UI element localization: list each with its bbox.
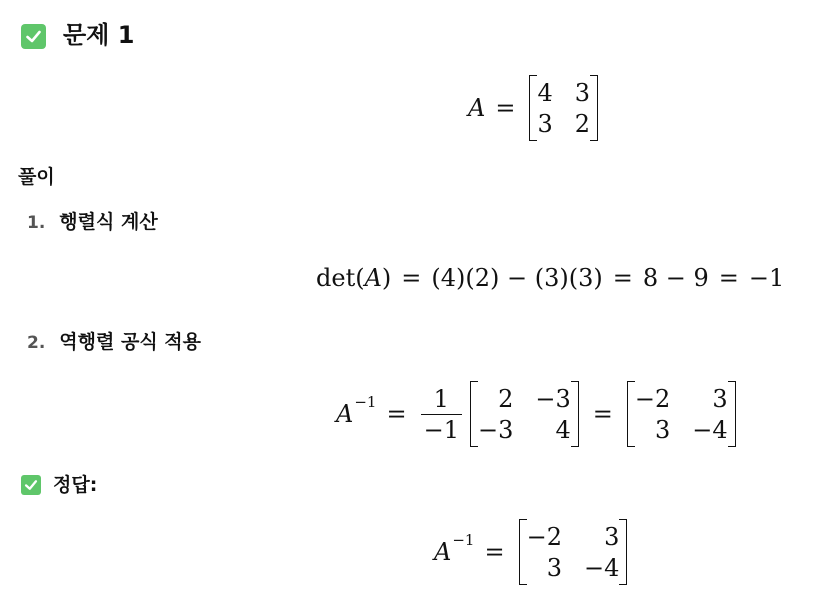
fraction-numerator: 1	[433, 384, 449, 413]
matrix-cell: 2	[498, 384, 514, 413]
matrix-cell: 2	[574, 109, 591, 138]
step-label: 역행렬 공식 적용	[59, 331, 202, 353]
matrix-cell: −3	[477, 415, 514, 444]
inverse-formula-equation: A −1 = $\frac{1}{-1}$ 2 −3 −3 4 = −2 3 3 −4	[336, 381, 740, 447]
matrix-cell: 3	[546, 553, 562, 582]
matrix-cell: 3	[537, 109, 553, 138]
matrix-cell: 3	[604, 522, 620, 551]
matrix-cell: −4	[583, 553, 620, 582]
matrix-cell: −4	[692, 415, 728, 444]
problem-equation: A = 4 3 3 2	[468, 75, 602, 141]
step-number: 2.	[27, 333, 46, 353]
check-mark-icon	[21, 475, 41, 495]
step-number: 1.	[27, 213, 46, 233]
inverse-base: A	[336, 400, 354, 428]
determinant-equation: det(A) = (4)(2) − (3)(3) = 8 − 9 = −1	[316, 264, 785, 292]
problem-title: 문제 1	[63, 21, 135, 49]
matrix-cell: −2	[526, 522, 562, 551]
matrix-cell: −2	[634, 384, 671, 413]
det-lhs: det(A)	[316, 264, 392, 292]
matrix-cell: 4	[555, 415, 571, 444]
step-2-heading	[27, 330, 201, 355]
matrix-a	[529, 75, 598, 141]
matrix-cell: 3	[712, 384, 728, 413]
answer-base: A	[434, 538, 452, 566]
matrix-name: A	[468, 94, 486, 122]
check-mark-icon	[21, 24, 46, 49]
matrix-cell: 3	[654, 415, 671, 444]
answer-equation: A −1 = −2 3 3 −4	[434, 519, 631, 585]
matrix-cell: 4	[537, 78, 553, 107]
solution-heading: 풀이	[18, 166, 55, 188]
adjugate-matrix	[470, 381, 579, 447]
inverse-exponent: −1	[354, 393, 377, 411]
det-result: −1	[748, 264, 785, 292]
fraction-denominator: −1	[423, 415, 459, 444]
answer-label: 정답:	[53, 474, 98, 496]
answer-exponent: −1	[452, 531, 475, 549]
fraction	[421, 384, 462, 445]
inverse-result-matrix	[627, 381, 736, 447]
matrix-cell: 3	[574, 78, 591, 107]
answer-matrix	[519, 519, 628, 585]
matrix-cell: −3	[535, 384, 571, 413]
step-label: 행렬식 계산	[59, 211, 158, 233]
det-middle: 8 − 9	[642, 264, 709, 292]
step-1-heading	[27, 210, 158, 235]
det-expression: (4)(2) − (3)(3)	[431, 264, 603, 292]
